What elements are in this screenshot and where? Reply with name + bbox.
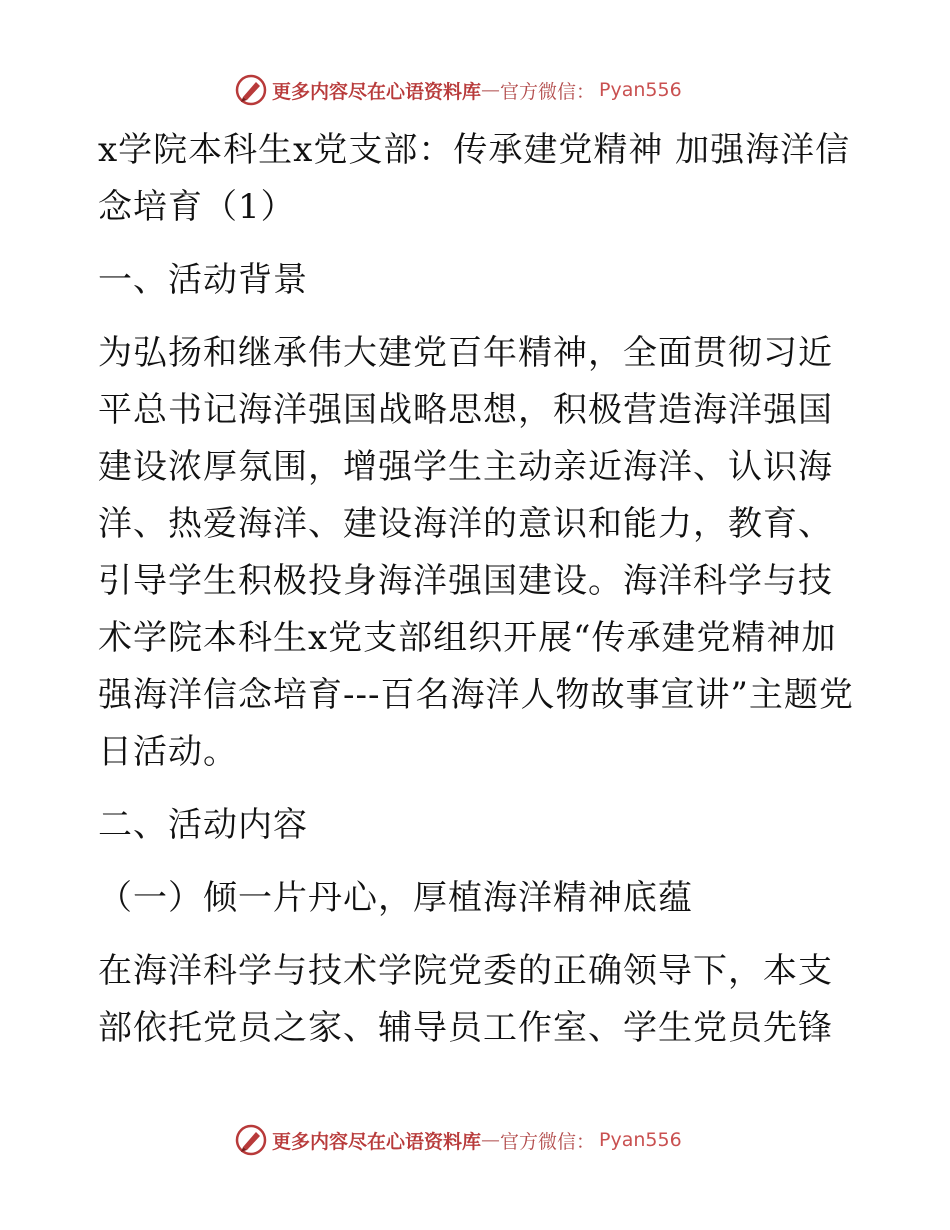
- banner-main-text: 更多内容尽在心语资料库: [272, 80, 482, 103]
- banner-label: 官方微信：: [500, 80, 596, 103]
- subsection-heading-1: （一）倾一片丹心，厚植海洋精神底蕴: [98, 878, 693, 918]
- section-heading-background: 一、活动背景: [98, 260, 308, 300]
- footer-banner: [234, 1122, 682, 1158]
- banner-wechat-id: Pyan556: [599, 1129, 682, 1151]
- banner-separator: —: [481, 79, 501, 101]
- pen-nib-logo-icon: [234, 73, 268, 107]
- banner-label: 官方微信：: [500, 1130, 596, 1153]
- header-banner: [234, 72, 682, 108]
- pen-nib-logo-icon: [234, 1123, 268, 1157]
- banner-main-text: 更多内容尽在心语资料库: [272, 1130, 482, 1153]
- banner-wechat-id: Pyan556: [599, 79, 682, 101]
- document-title: x学院本科生x党支部：传承建党精神 加强海洋信念培育（1）: [98, 130, 851, 227]
- banner-separator: —: [481, 1129, 501, 1151]
- document-body: [98, 122, 858, 1057]
- section-heading-content: 二、活动内容: [98, 805, 308, 845]
- paragraph-content: 在海洋科学与技术学院党委的正确领导下，本支部依托党员之家、辅导员工作室、学生党员先锋: [98, 951, 833, 1048]
- paragraph-background: 为弘扬和继承伟大建党百年精神，全面贯彻习近平总书记海洋强国战略思想，积极营造海洋强国建设浓厚氛围，增强学生主动亲近海洋、认识海洋、热爱海洋、建设海洋的意识和能力，教育、引导学生积极投身海洋强国建设。海洋科学与技术学院本科生x党支部组织开展“传承建党精神加强海洋信念培育---百名海洋人物故事宣讲”主题党日活动。: [98, 333, 854, 772]
